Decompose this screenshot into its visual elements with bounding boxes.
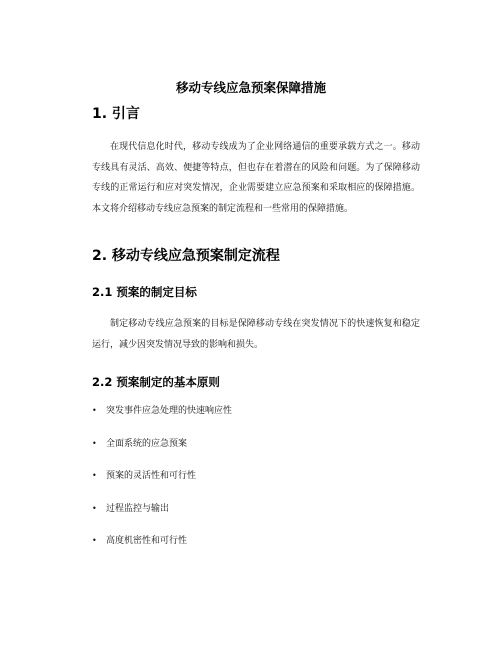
subsection-heading-principles: 2.2 预案制定的基本原则 (92, 375, 220, 389)
principles-list (92, 404, 232, 567)
section-heading-introduction: 1. 引言 (92, 106, 140, 122)
document-title: 移动专线应急预案保障措施 (175, 80, 326, 95)
list-item (92, 404, 232, 437)
bullet-icon: • (92, 406, 97, 415)
list-item-text: 预案的灵活性和可行性 (106, 471, 197, 482)
list-item (92, 437, 232, 470)
bullet-icon: • (92, 503, 97, 513)
list-item (92, 534, 232, 567)
list-item-text: 突发事件应急处理的快速响应性 (106, 406, 233, 416)
bullet-icon: • (92, 471, 97, 481)
list-item-text: 高度机密性和可行性 (106, 536, 188, 547)
bullet-icon: • (92, 438, 97, 448)
list-item-text: 全面系统的应急预案 (106, 438, 188, 449)
list-item (92, 502, 232, 535)
list-item-text: 过程监控与输出 (106, 503, 170, 514)
section-heading-process: 2. 移动专线应急预案制定流程 (92, 248, 280, 264)
bullet-icon: • (92, 536, 97, 546)
list-item (92, 469, 232, 502)
goal-paragraph: 制定移动专线应急预案的目标是保障移动专线在突发情况下的快速恢复和稳定运行，减少因突发情况导致的影响和损失。 (92, 319, 420, 350)
subsection-heading-goal: 2.1 预案的制定目标 (92, 285, 197, 299)
introduction-paragraph: 在现代信息化时代，移动专线成为了企业网络通信的重要承载方式之一。移动专线具有灵活、高效、便捷等特点，但也存在着潜在的风险和问题。为了保障移动专线的正常运行和应对突发情况，企业需要建立应急预案和采取相应的保障措施。本文将介绍移动专线应急预案的制定流程和一些常用的保障措施。 (92, 142, 420, 214)
